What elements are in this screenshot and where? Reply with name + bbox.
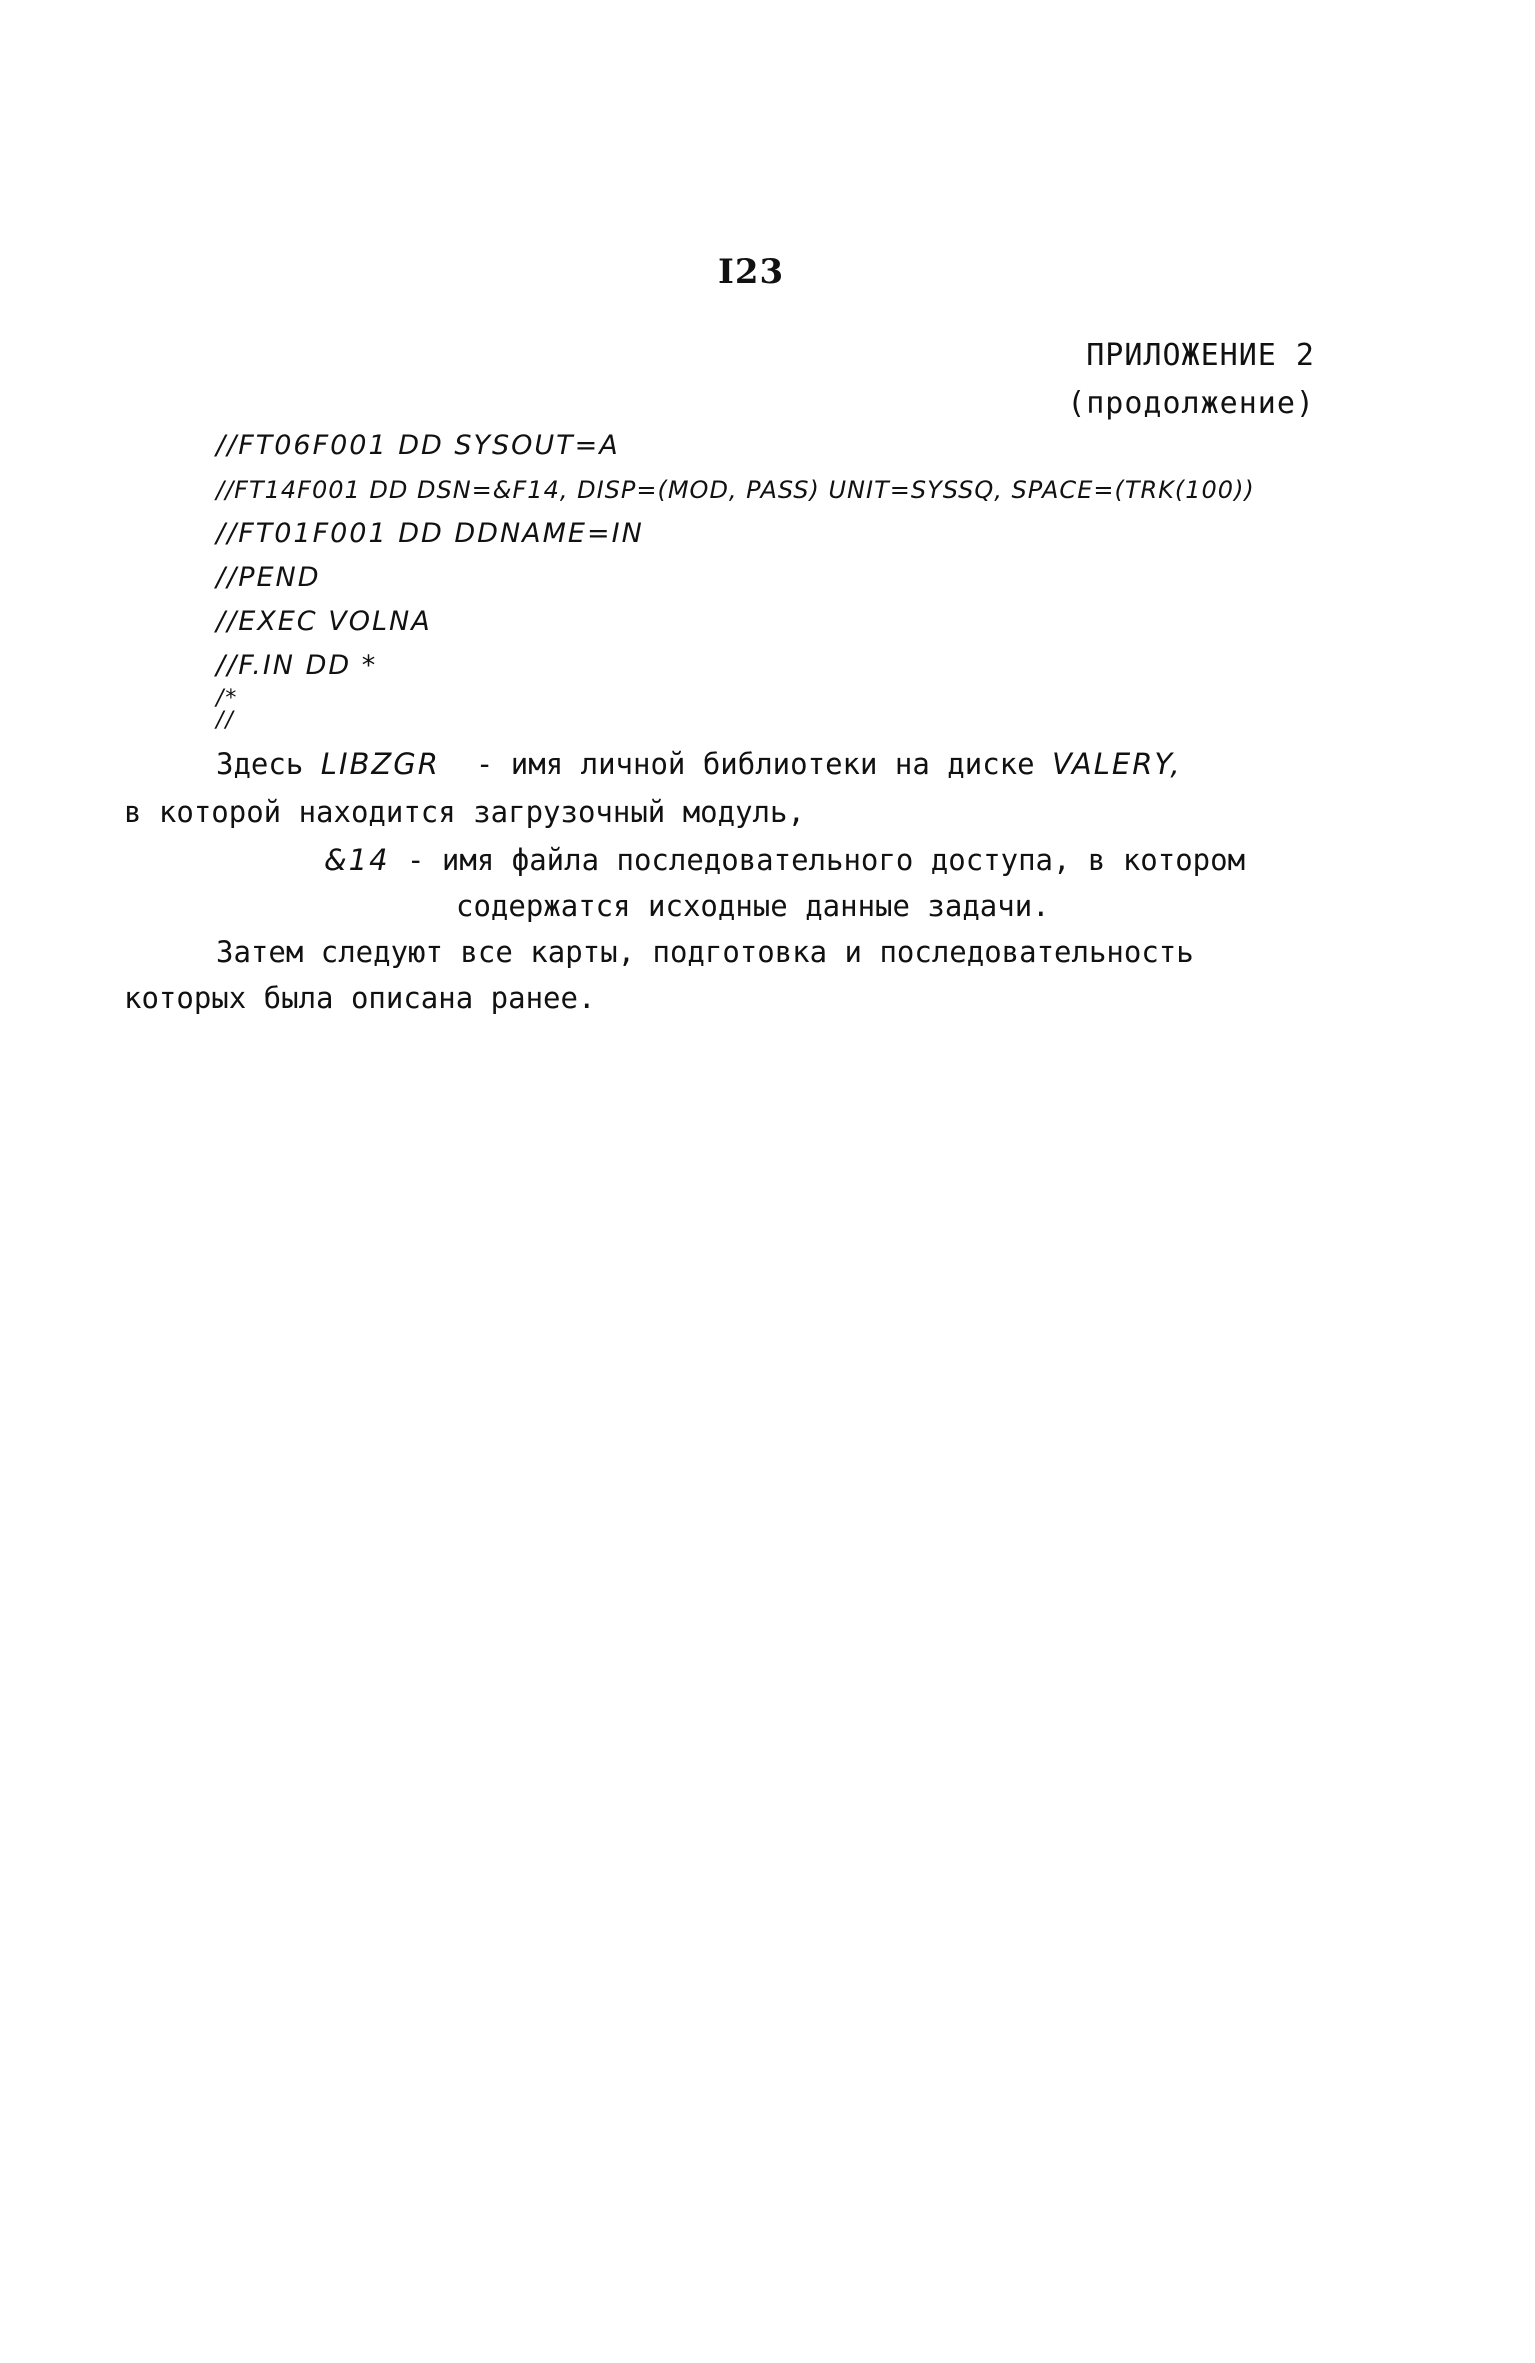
code-line-1: //FT06F001 DD SYSOUT=A bbox=[216, 430, 620, 461]
file-name: &14 bbox=[324, 843, 390, 877]
code-line-5: //EXEC VOLNA bbox=[216, 606, 432, 637]
code-line-7: /* bbox=[216, 686, 239, 711]
text-here: Здесь bbox=[216, 747, 304, 781]
text-line-4: содержатся исходные данные задачи. bbox=[456, 889, 1050, 923]
appendix-subtitle: (продолжение) bbox=[1067, 386, 1315, 421]
file-description: - имя файла последовательного доступа, в котором bbox=[406, 843, 1246, 877]
text-line-5: Затем следуют все карты, подготовка и последовательность bbox=[216, 935, 1194, 969]
disk-name: VALERY, bbox=[1052, 747, 1182, 781]
text-line-6: которых была описана ранее. bbox=[124, 981, 596, 1015]
code-line-2: //FT14F001 DD DSN=&F14, DISP=(MOD, PASS) UNIT=SYSSQ, SPACE=(TRK(100)) bbox=[216, 476, 1255, 504]
code-line-8: // bbox=[216, 708, 235, 733]
code-line-4: //PEND bbox=[216, 562, 321, 593]
appendix-title: ПРИЛОЖЕНИЕ 2 bbox=[1086, 338, 1315, 373]
text-line-2: в которой находится загрузочный модуль, bbox=[124, 795, 805, 829]
page-number: I23 bbox=[718, 252, 785, 292]
jcl-code-block bbox=[216, 424, 1255, 732]
code-line-3: //FT01F001 DD DDNAME=IN bbox=[216, 518, 644, 549]
text-line-1 bbox=[216, 742, 1182, 786]
library-description: - имя личной библиотеки на диске bbox=[475, 747, 1035, 781]
appendix-heading bbox=[1067, 332, 1315, 428]
code-line-6: //F.IN DD * bbox=[216, 650, 378, 681]
library-name: LIBZGR bbox=[320, 747, 440, 781]
text-line-3 bbox=[324, 838, 1245, 882]
